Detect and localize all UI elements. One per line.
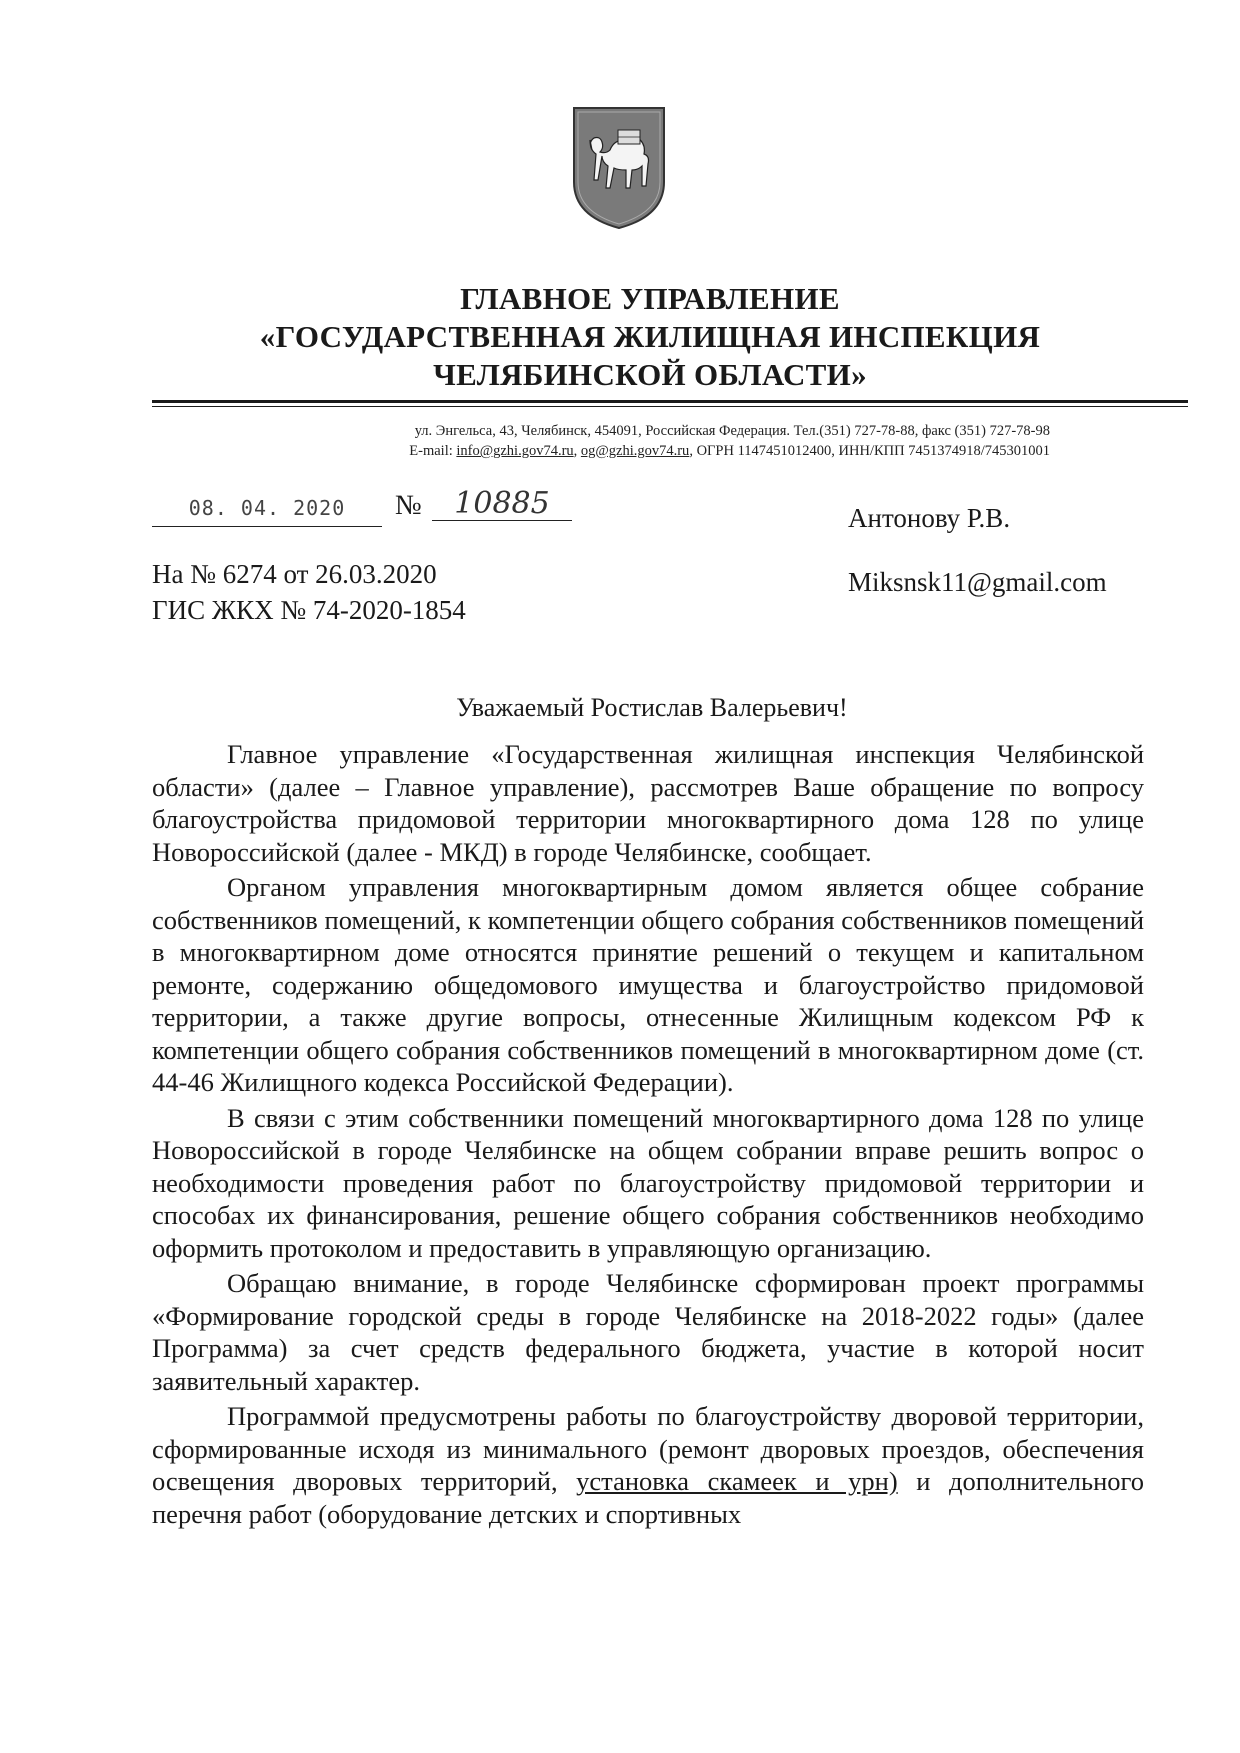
reference-incoming-number: На № 6274 от 26.03.2020	[152, 559, 437, 589]
paragraph-2: Органом управления многоквартирным домом является общее собрание собственников помещений, к компетенции общего собрания собственников помещений в многоквартирном доме относятся принятие решений о текущем и капитальном ремонте, содержанию общедомового имущества и благоустройство придомовой территории, а также другие вопросы, отнесенные Жилищным кодексом РФ к компетенции общего собрания собственников помещений в многоквартирном доме (ст. 44-46 Жилищного кодекса Российской Федерации).	[152, 872, 1144, 1097]
email-separator: ,	[573, 443, 581, 459]
address-line2	[150, 441, 1050, 461]
header-divider-thick	[152, 400, 1188, 403]
reference-block	[152, 556, 466, 628]
ogrn-inn-kpp: , ОГРН 1147451012400, ИНН/КПП 7451374918/745301001	[689, 443, 1050, 459]
greeting: Уважаемый Ростислав Валерьевич!	[456, 693, 848, 722]
organization-title	[180, 280, 1120, 394]
reference-gis-number: ГИС ЖКХ № 74-2020-1854	[152, 595, 466, 625]
org-title-line3: ЧЕЛЯБИНСКОЙ ОБЛАСТИ»	[433, 357, 867, 392]
org-title-line2: «ГОСУДАРСТВЕННАЯ ЖИЛИЩНАЯ ИНСПЕКЦИЯ	[259, 319, 1041, 354]
organization-address	[150, 421, 1050, 461]
recipient-email: Miksnsk11@gmail.com	[848, 567, 1107, 597]
recipient-name: Антонову Р.В.	[848, 503, 1011, 533]
registration-date: 08. 04. 2020	[152, 496, 382, 527]
registration-number: 10885	[432, 486, 572, 521]
org-title-line1: ГЛАВНОЕ УПРАВЛЕНИЕ	[460, 281, 840, 316]
email-link-og[interactable]: og@gzhi.gov74.ru	[580, 443, 690, 459]
email-link-info[interactable]: info@gzhi.gov74.ru	[456, 443, 574, 459]
header-divider-thin	[152, 406, 1188, 407]
email-prefix: E-mail:	[409, 443, 457, 459]
paragraph-5-underlined: установка скамеек и урн)	[576, 1466, 898, 1496]
paragraph-5-end: и дополнительного перечня работ (оборудование детских и спортивных	[152, 1466, 1144, 1529]
paragraph-4: Обращаю внимание, в городе Челябинске сформирован проект программы «Формирование городской среды в городе Челябинске на 2018-2022 годы» (далее Программа) за счет средств федерального бюджета, участие в которой носит заявительный характер.	[152, 1268, 1144, 1396]
paragraph-3: В связи с этим собственники помещений многоквартирного дома 128 по улице Новороссийской в городе Челябинске на общем собрании вправе решить вопрос о необходимости проведения работ по благоустройству придомовой территории и способах их финансирования, решение общего собрания собственников необходимо оформить протоколом и предоставить в управляющую организацию.	[152, 1102, 1144, 1263]
coat-of-arms-icon	[570, 104, 668, 232]
address-line1: ул. Энгельса, 43, Челябинск, 454091, Российская Федерация. Тел.(351) 727-78-88, факс (351) 727-78-98	[414, 423, 1050, 439]
paragraph-5-start: Программой предусмотрены работы по благоустройству дворовой территории, сформированные исходя из минимального (ремонт дворовых проездов, обеспечения освещения дворовых территорий,	[152, 1401, 1144, 1496]
registration-number-label: №	[395, 490, 422, 521]
paragraph-5	[152, 1400, 1144, 1530]
letter-body	[152, 738, 1144, 1533]
paragraph-1: Главное управление «Государственная жилищная инспекция Челябинской области» (далее – Главное управление), рассмотрев Ваше обращение по вопросу благоустройства придомовой территории многоквартирного дома 128 по улице Новороссийской (далее - МКД) в городе Челябинске, сообщает.	[152, 739, 1144, 867]
